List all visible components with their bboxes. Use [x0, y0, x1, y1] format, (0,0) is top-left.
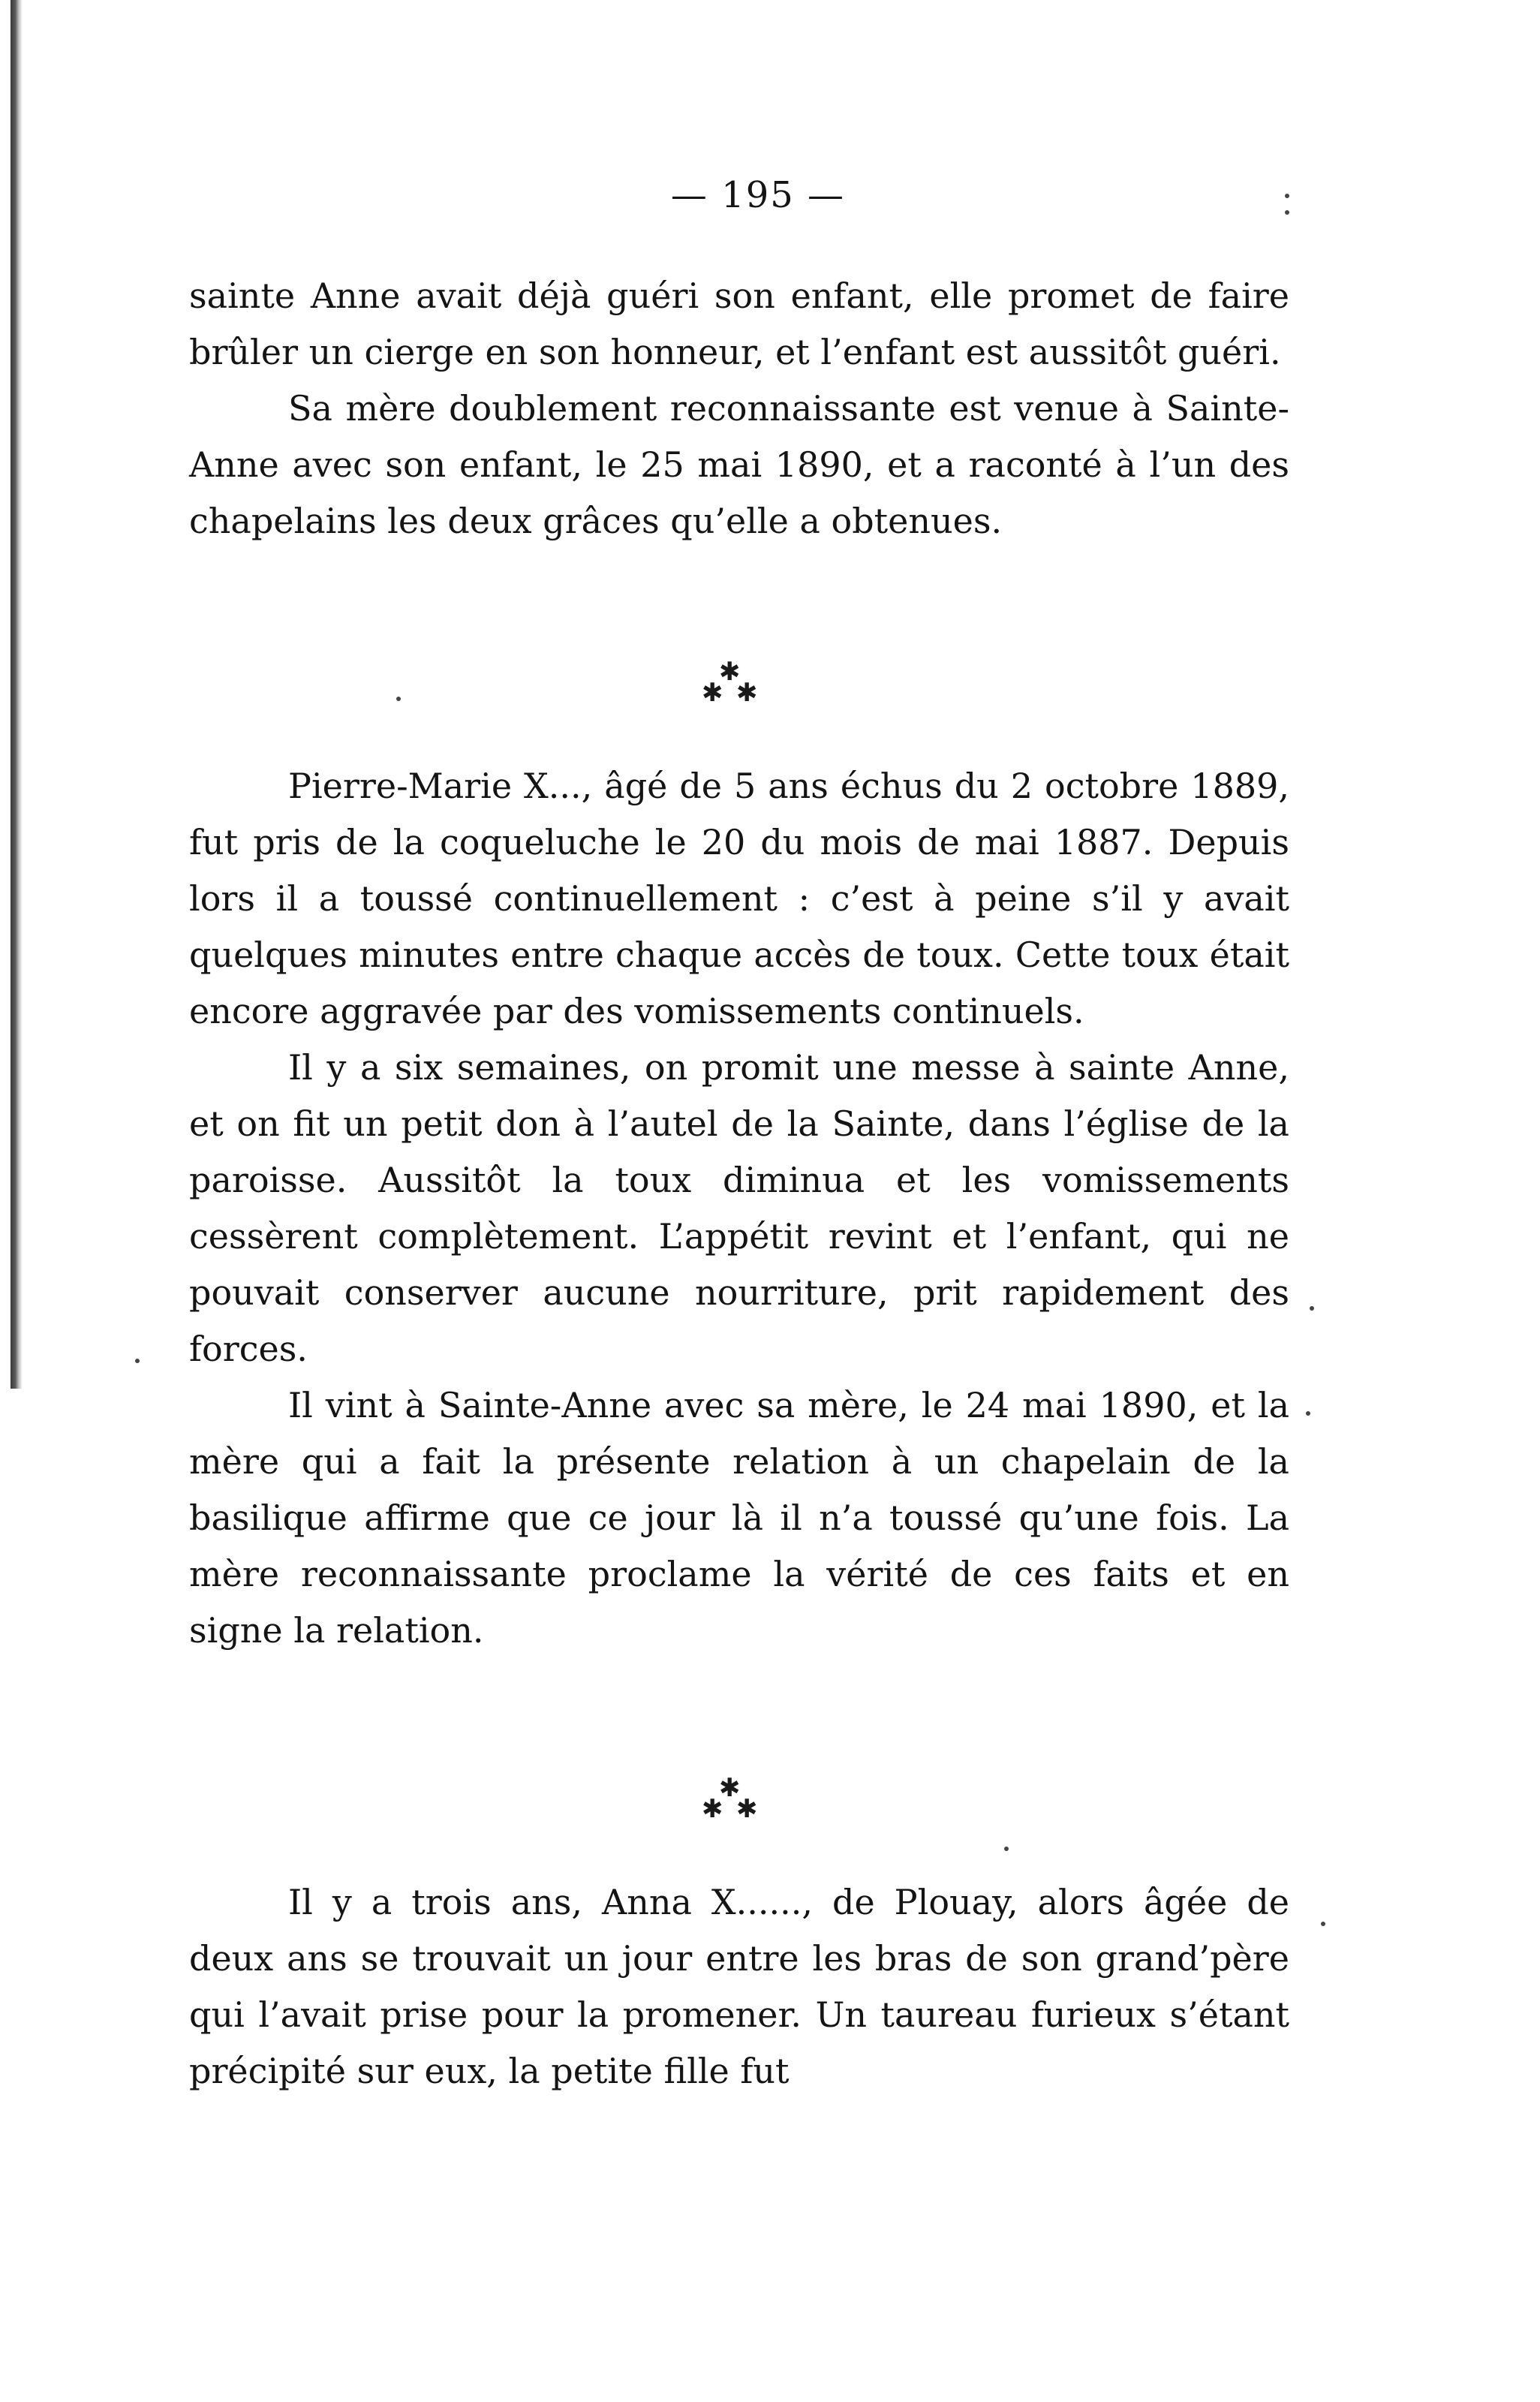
- page-number: — 195 —: [670, 174, 846, 216]
- paragraph-2: Sa mère doublement reconnaissante est venue à Sainte-Anne avec son enfant, le 25 mai 1890, et a raconté à l’un des chapelains les deux grâces qu’elle a obtenues.: [189, 388, 1289, 541]
- star-icon: ✱: [736, 1794, 758, 1824]
- asterism-separator-1: [687, 659, 777, 719]
- star-icon: ✱: [719, 1773, 741, 1803]
- star-icon: ✱: [736, 678, 758, 708]
- scan-speck: [1285, 210, 1289, 215]
- paragraph-3: Pierre-Marie X..., âgé de 5 ans échus du 2 octobre 1889, fut pris de la coqueluche le 20 du mois de mai 1887. Depuis lors il a toussé continuellement : c’est à peine s’il y avait quelques minutes entre chaque accès de toux. Cette toux était encore aggravée par des vomissements continuels.: [189, 766, 1289, 1031]
- scan-speck: [1310, 1306, 1314, 1311]
- account-3-anna: [189, 1874, 1289, 2099]
- star-icon: ✱: [702, 678, 723, 708]
- scan-speck: [1285, 194, 1289, 198]
- scan-speck: [1321, 1922, 1325, 1926]
- paragraph-1: sainte Anne avait déjà guéri son enfant, elle promet de faire brûler un cierge en son honneur, et l’enfant est aussitôt guéri.: [189, 275, 1289, 372]
- paragraph-6: Il y a trois ans, Anna X......, de Plouay, alors âgée de deux ans se trouvait un jour entre les bras de son grand’père qui l’avait prise pour la promener. Un taureau furieux s’étant précipité sur eux, la petite fille fut: [189, 1882, 1289, 2091]
- star-icon: ✱: [702, 1794, 723, 1824]
- paragraph-5: Il vint à Sainte-Anne avec sa mère, le 24 mai 1890, et la mère qui a fait la présente relation à un chapelain de la basilique affirme que ce jour là il n’a toussé qu’une fois. La mère reconnaissante proclame la vérité de ces faits et en signe la relation.: [189, 1385, 1289, 1651]
- scan-speck: [1004, 1847, 1009, 1851]
- page-binding-edge: [11, 0, 23, 1389]
- account-1-conclusion: [189, 268, 1289, 549]
- asterism-separator-2: [687, 1775, 777, 1835]
- scan-speck: [1306, 1411, 1310, 1416]
- star-icon: ✱: [719, 657, 741, 687]
- scan-speck: [396, 697, 401, 701]
- paragraph-4: Il y a six semaines, on promit une messe à sainte Anne, et on fit un petit don à l’autel de la Sainte, dans l’église de la paroisse. Aussitôt la toux diminua et les vomissements cessèrent complètement. L’appétit revint et l’enfant, qui ne pouvait conserver aucune nourriture, prit rapidement des forces.: [189, 1047, 1289, 1369]
- scan-speck: [135, 1359, 140, 1363]
- account-2-pierre-marie: [189, 758, 1289, 1659]
